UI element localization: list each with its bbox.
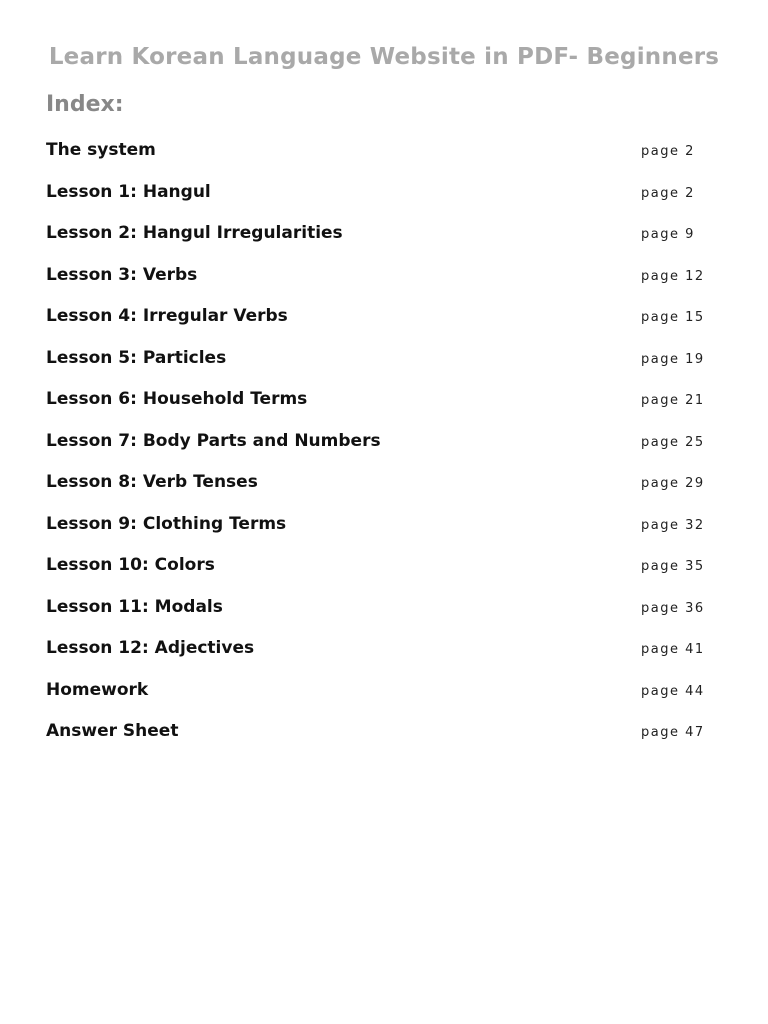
toc-entry-lesson-8[interactable] xyxy=(46,468,726,510)
toc-entry-page: page 2 xyxy=(641,144,695,159)
toc-entry-lesson-2[interactable] xyxy=(46,219,726,261)
toc-entry-title: Lesson 11: Modals xyxy=(46,596,223,617)
toc-entry-lesson-6[interactable] xyxy=(46,385,726,427)
toc-entry-lesson-9[interactable] xyxy=(46,510,726,552)
toc-entry-page: page 44 xyxy=(641,683,705,699)
toc-entry-lesson-7[interactable] xyxy=(46,427,726,469)
toc-entry-page: page 25 xyxy=(641,434,705,450)
toc-entry-title: Answer Sheet xyxy=(46,721,179,741)
toc-entry-the-system[interactable] xyxy=(46,136,726,178)
index-heading: Index: xyxy=(46,92,124,117)
toc-entry-page: page 32 xyxy=(641,517,705,533)
toc-entry-homework[interactable] xyxy=(46,676,726,718)
toc-entry-title: Lesson 12: Adjectives xyxy=(46,638,255,658)
toc-entry-page: page 12 xyxy=(641,268,705,284)
toc-entry-page: page 36 xyxy=(641,600,705,616)
toc-entry-page: page 2 xyxy=(641,185,695,201)
toc-entry-title: Lesson 5: Particles xyxy=(46,347,227,368)
toc-entry-title: Lesson 2: Hangul Irregularities xyxy=(46,223,343,243)
toc-entry-title: Lesson 9: Clothing Terms xyxy=(46,513,287,534)
document-title: Learn Korean Language Website in PDF- Beginners xyxy=(48,44,720,70)
toc-entry-title: Homework xyxy=(46,679,149,700)
toc-entry-lesson-3[interactable] xyxy=(46,261,726,303)
table-of-contents xyxy=(46,136,726,759)
toc-entry-lesson-11[interactable] xyxy=(46,593,726,635)
toc-entry-page: page 19 xyxy=(641,351,705,367)
toc-entry-title: Lesson 10: Colors xyxy=(46,555,215,575)
toc-entry-page: page 47 xyxy=(641,725,705,740)
toc-entry-page: page 9 xyxy=(641,227,695,242)
toc-entry-title: Lesson 7: Body Parts and Numbers xyxy=(46,430,381,451)
toc-entry-title: The system xyxy=(46,140,156,160)
toc-entry-title: Lesson 8: Verb Tenses xyxy=(46,472,258,492)
toc-entry-page: page 41 xyxy=(641,642,705,657)
toc-entry-title: Lesson 4: Irregular Verbs xyxy=(46,306,288,326)
toc-entry-page: page 21 xyxy=(641,393,705,408)
toc-entry-title: Lesson 6: Household Terms xyxy=(46,389,308,409)
toc-entry-lesson-12[interactable] xyxy=(46,634,726,676)
toc-entry-lesson-5[interactable] xyxy=(46,344,726,386)
toc-entry-page: page 15 xyxy=(641,310,705,325)
toc-entry-answer-sheet[interactable] xyxy=(46,717,726,759)
toc-entry-page: page 35 xyxy=(641,559,705,574)
toc-entry-lesson-1[interactable] xyxy=(46,178,726,220)
toc-entry-page: page 29 xyxy=(641,476,705,491)
toc-entry-title: Lesson 3: Verbs xyxy=(46,264,198,285)
toc-entry-lesson-10[interactable] xyxy=(46,551,726,593)
toc-entry-title: Lesson 1: Hangul xyxy=(46,181,211,202)
toc-entry-lesson-4[interactable] xyxy=(46,302,726,344)
